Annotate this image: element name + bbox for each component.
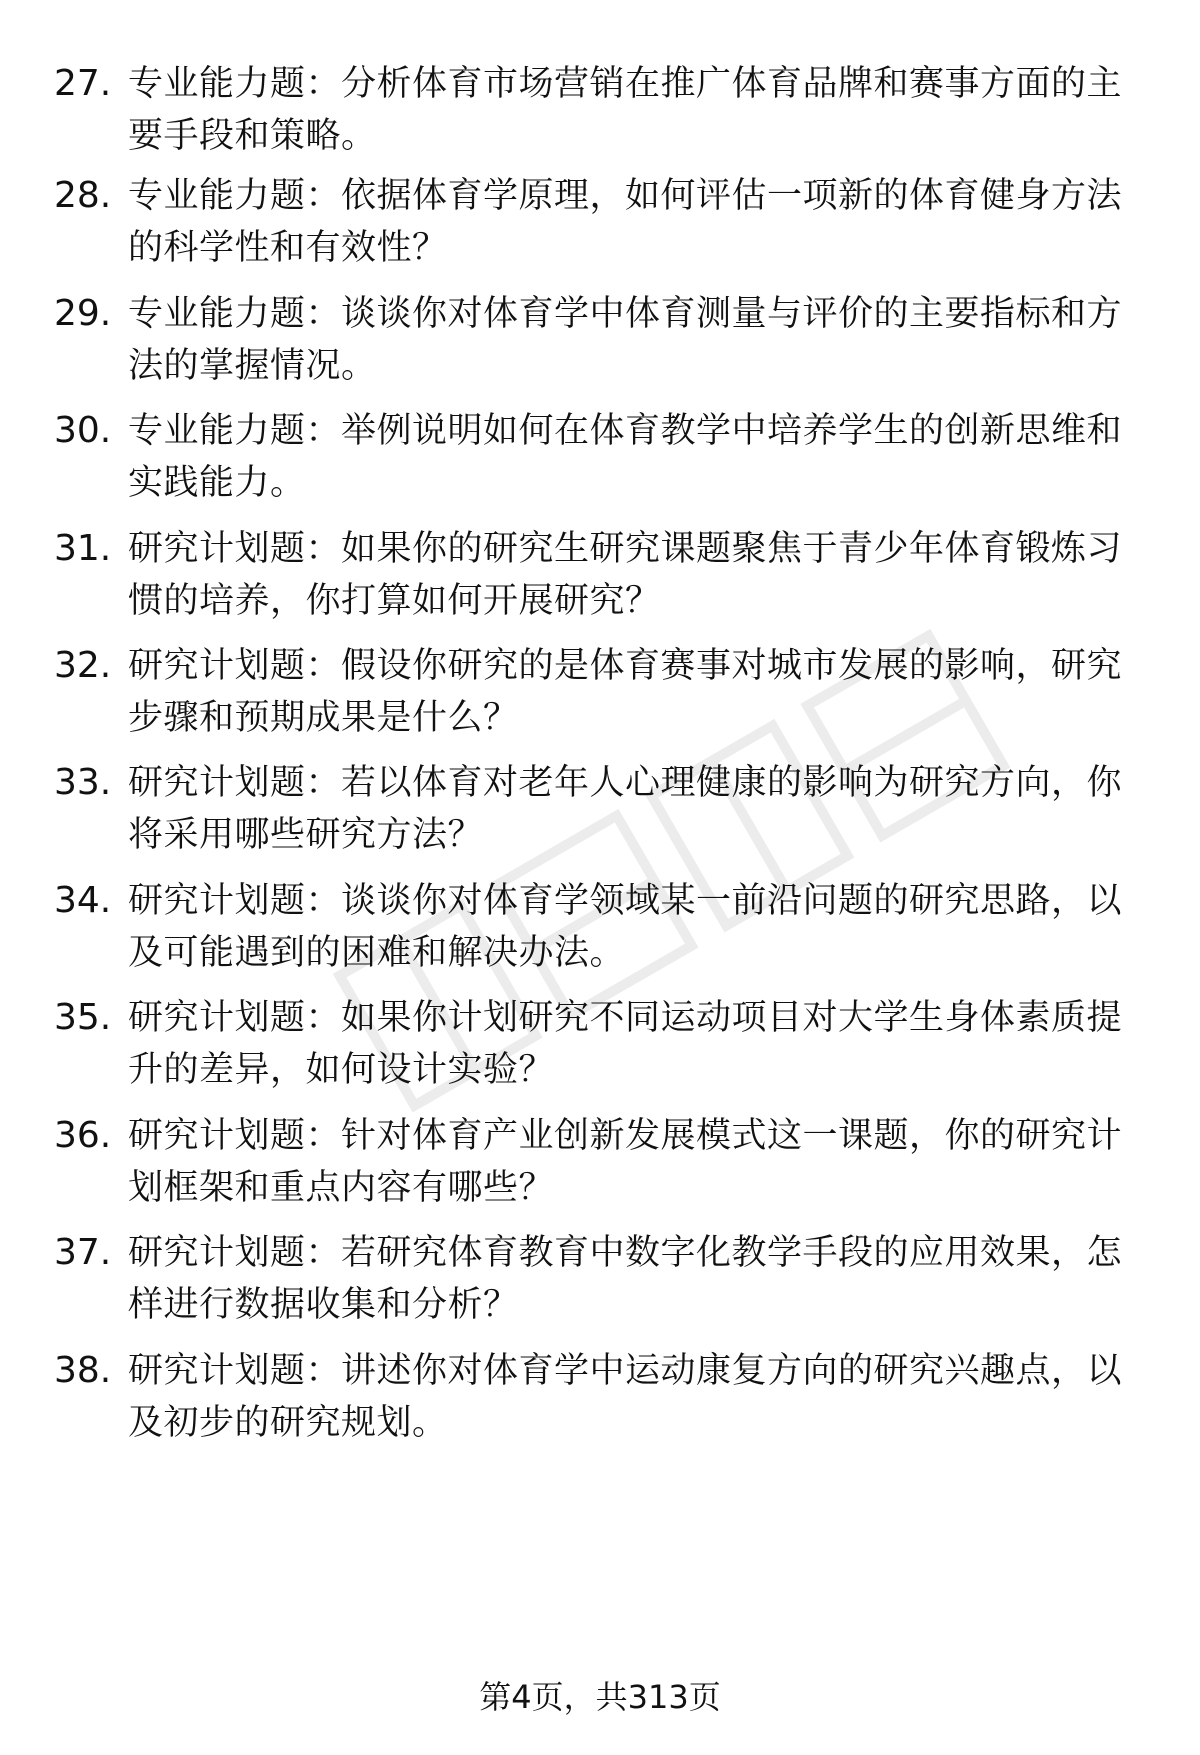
question-text: 研究计划题：若以体育对老年人心理健康的影响为研究方向，你将采用哪些研究方法？ — [128, 763, 1123, 855]
question-item — [0, 992, 1200, 1102]
question-number: 27. — [54, 63, 112, 104]
question-number: 28. — [54, 175, 112, 216]
question-text: 专业能力题：分析体育市场营销在推广体育品牌和赛事方面的主要手段和策略。 — [128, 64, 1123, 156]
question-text: 研究计划题：如果你的研究生研究课题聚焦于青少年体育锻炼习惯的培养，你打算如何开展研究？ — [128, 529, 1123, 621]
question-item — [0, 1345, 1200, 1455]
question-number: 35. — [54, 997, 112, 1038]
question-item — [0, 640, 1200, 750]
question-text: 研究计划题：假设你研究的是体育赛事对城市发展的影响，研究步骤和预期成果是什么？ — [128, 646, 1123, 738]
question-item — [0, 523, 1200, 633]
question-number: 38. — [54, 1350, 112, 1391]
question-number: 29. — [54, 293, 112, 334]
question-number: 33. — [54, 762, 112, 803]
question-item — [0, 1110, 1200, 1220]
question-text: 专业能力题：谈谈你对体育学中体育测量与评价的主要指标和方法的掌握情况。 — [128, 294, 1123, 386]
question-item — [0, 288, 1200, 398]
question-text: 研究计划题：讲述你对体育学中运动康复方向的研究兴趣点，以及初步的研究规划。 — [128, 1351, 1123, 1443]
question-item — [0, 170, 1200, 280]
question-number: 31. — [54, 528, 112, 569]
question-number: 36. — [54, 1115, 112, 1156]
question-item — [0, 405, 1200, 515]
question-item — [0, 757, 1200, 867]
question-number: 30. — [54, 410, 112, 451]
question-item — [0, 1227, 1200, 1337]
question-text: 研究计划题：谈谈你对体育学领域某一前沿问题的研究思路，以及可能遇到的困难和解决办法。 — [128, 881, 1123, 973]
page-number-footer: 第4页，共313页 — [479, 1678, 721, 1716]
question-number: 32. — [54, 645, 112, 686]
question-text: 研究计划题：若研究体育教育中数字化教学手段的应用效果，怎样进行数据收集和分析？ — [128, 1233, 1123, 1325]
question-text: 专业能力题：依据体育学原理，如何评估一项新的体育健身方法的科学性和有效性？ — [128, 176, 1123, 268]
question-text: 研究计划题：针对体育产业创新发展模式这一课题，你的研究计划框架和重点内容有哪些？ — [128, 1116, 1123, 1208]
question-text: 研究计划题：如果你计划研究不同运动项目对大学生身体素质提升的差异，如何设计实验？ — [128, 998, 1123, 1090]
question-item — [0, 58, 1200, 168]
question-number: 34. — [54, 880, 112, 921]
question-text: 专业能力题：举例说明如何在体育教学中培养学生的创新思维和实践能力。 — [128, 411, 1123, 503]
question-number: 37. — [54, 1232, 112, 1273]
question-item — [0, 875, 1200, 985]
